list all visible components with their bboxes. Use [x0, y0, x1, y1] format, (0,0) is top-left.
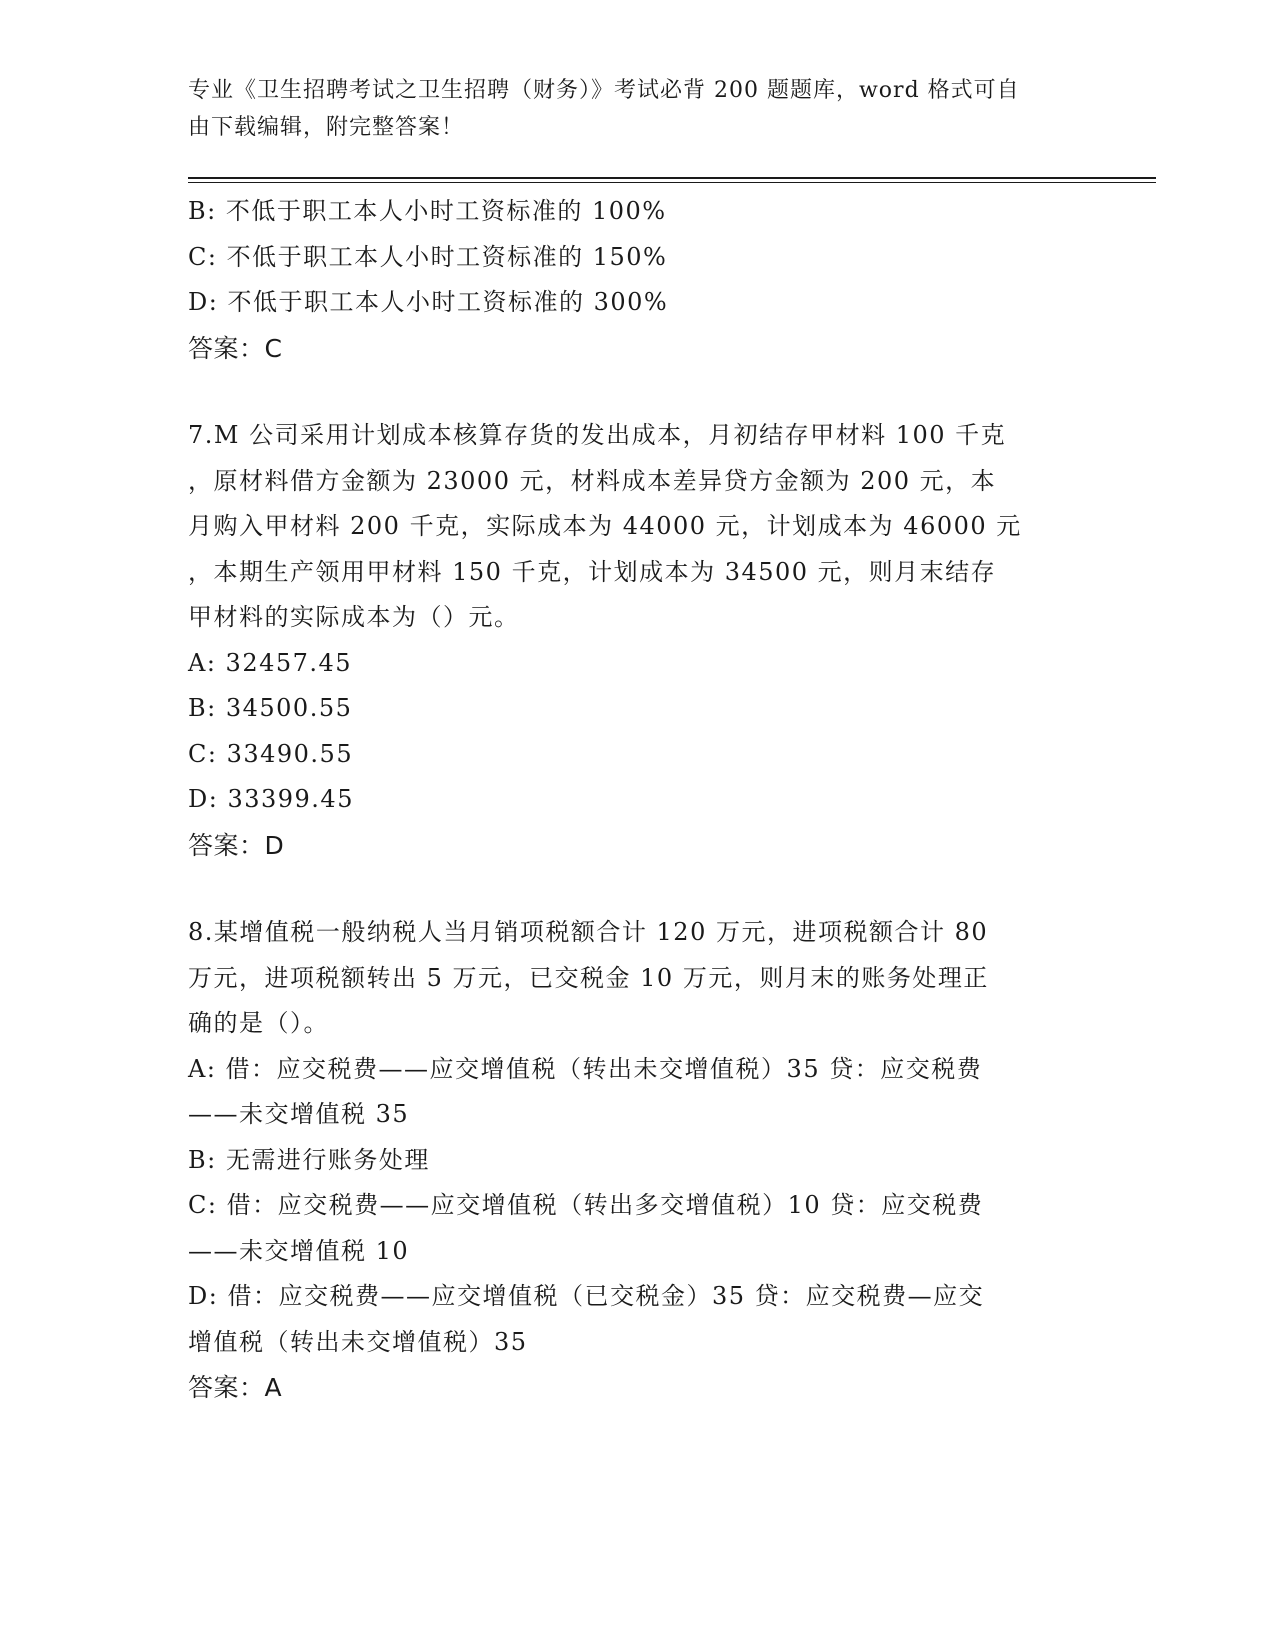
option-c: C: 33490.55: [188, 739, 354, 768]
answer-label: 答案：A: [188, 1373, 283, 1402]
option-c: C: 借：应交税费——应交增值税（转出多交增值税）10 贷：应交税费: [188, 1191, 984, 1219]
question-stem-line: ，本期生产领用甲材料 150 千克，计划成本为 34500 元，则月末结存: [188, 557, 997, 586]
question-8-block: [188, 910, 1088, 1411]
option-a-continued: ——未交增值税 35: [188, 1100, 410, 1128]
option-d-continued: 增值税（转出未交增值税）35: [188, 1327, 528, 1356]
question-stem-line: 7.M 公司采用计划成本核算存货的发出成本，月初结存甲材料 100 千克: [188, 421, 1007, 449]
option-d: D: 借：应交税费——应交增值税（已交税金）35 贷：应交税费—应交: [188, 1282, 985, 1310]
header-divider-thick: [188, 177, 1156, 179]
question-spacer: [188, 868, 1088, 910]
document-header: [188, 72, 1068, 146]
question-stem-line: ，原材料借方金额为 23000 元，材料成本差异贷方金额为 200 元，本: [188, 466, 997, 495]
option-b: B: 34500.55: [188, 694, 353, 722]
option-d: D: 不低于职工本人小时工资标准的 300%: [188, 288, 669, 316]
option-b: B: 无需进行账务处理: [188, 1145, 430, 1174]
question-7-block: [188, 413, 1088, 868]
question-stem-line: 8.某增值税一般纳税人当月销项税额合计 120 万元，进项税额合计 80: [188, 918, 989, 946]
option-b: B: 不低于职工本人小时工资标准的 100%: [188, 197, 667, 225]
option-a: A: 32457.45: [188, 648, 353, 677]
document-body: [188, 189, 1088, 1411]
header-title-line-2: 由下载编辑，附完整答案！: [188, 115, 465, 140]
option-d: D: 33399.45: [188, 785, 354, 813]
question-stem-line: 甲材料的实际成本为（）元。: [188, 603, 520, 631]
question-stem-line: 确的是（）。: [188, 1009, 329, 1037]
question-stem-line: 月购入甲材料 200 千克，实际成本为 44000 元，计划成本为 46000 元: [188, 512, 1022, 540]
previous-question-block: [188, 189, 1088, 371]
option-a: A: 借：应交税费——应交增值税（转出未交增值税）35 贷：应交税费: [188, 1054, 983, 1083]
option-c: C: 不低于职工本人小时工资标准的 150%: [188, 242, 668, 271]
answer-label: 答案：D: [188, 830, 285, 860]
question-stem-line: 万元，进项税额转出 5 万元，已交税金 10 万元，则月末的账务处理正: [188, 963, 989, 992]
header-divider-thin: [188, 182, 1156, 183]
question-spacer: [188, 371, 1088, 413]
answer-label: 答案：C: [188, 333, 283, 363]
option-c-continued: ——未交增值税 10: [188, 1236, 410, 1265]
header-title-line-1: 专业《卫生招聘考试之卫生招聘（财务）》考试必背 200 题题库，word 格式可自: [188, 78, 1020, 103]
